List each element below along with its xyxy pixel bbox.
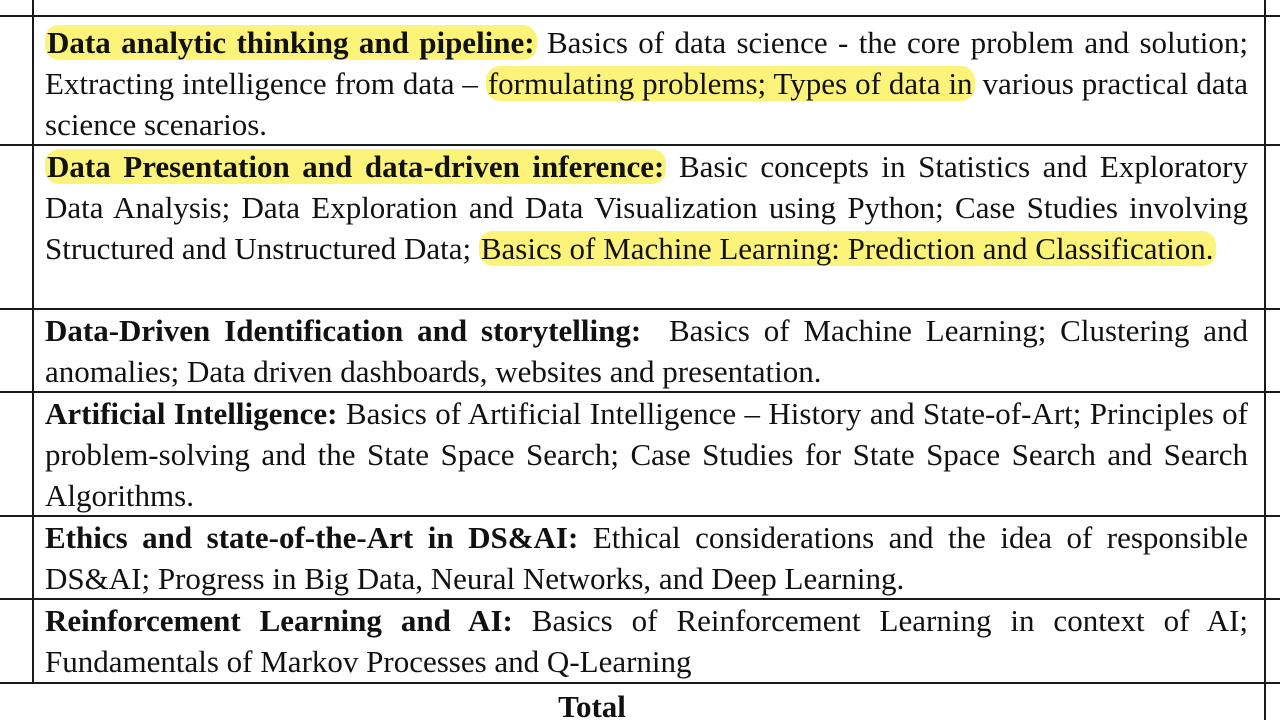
table-row xyxy=(45,600,1248,682)
total-label: Total xyxy=(558,689,626,724)
row-heading: Ethics and state-of-the-Art in DS&AI: xyxy=(45,520,579,555)
row-text: Ethical considerations and the idea of responsible DS&AI; Progress in Big Data, Neural Networks, and Deep Learning. xyxy=(45,520,1248,596)
table-row xyxy=(45,517,1248,599)
table-row xyxy=(45,310,1256,392)
table-right-border xyxy=(1264,0,1266,720)
row-text: Basic concepts in Statistics and Exploratory Data Analysis; Data Exploration and Data Visualization using Python; Case Studies involving Structured and Unstructured Data; xyxy=(45,149,1248,266)
row-text: Basics of data science - the core problem and solution; Extracting intelligence from data – xyxy=(45,25,1248,101)
row-text: Basics of Reinforcement Learning in context of AI; Fundamentals of Markov Processes and Q-Learning xyxy=(45,603,1248,679)
table-left-border xyxy=(32,0,34,683)
row-heading: Data analytic thinking and pipeline: xyxy=(47,25,535,60)
row-heading: Data-Driven Identification and storytelling: xyxy=(45,313,642,348)
highlighted-text: Basics of Machine Learning: Prediction and Classification. xyxy=(480,231,1214,266)
row-heading: Data Presentation and data-driven inference: xyxy=(47,149,665,184)
table-row xyxy=(45,393,1248,516)
row-divider xyxy=(0,682,1280,684)
highlighted-text: formulating problems; Types of data in xyxy=(487,66,973,101)
table-row xyxy=(45,146,1248,269)
row-text: Basics of Machine Learning; Clustering and anomalies; Data driven dashboards, websites and presentation. xyxy=(45,313,1256,389)
row-heading: Artificial Intelligence: xyxy=(45,396,338,431)
row-text: Basics of Artificial Intelligence – History and State-of-Art; Principles of problem-solving and the State Space Search; Case Studies for State Space Search and Search Algorithms. xyxy=(45,396,1248,513)
row-divider xyxy=(0,15,1280,17)
row-heading: Reinforcement Learning and AI: xyxy=(45,603,513,638)
table-row xyxy=(45,22,1248,145)
row-text: various practical data science scenarios. xyxy=(45,66,1249,142)
